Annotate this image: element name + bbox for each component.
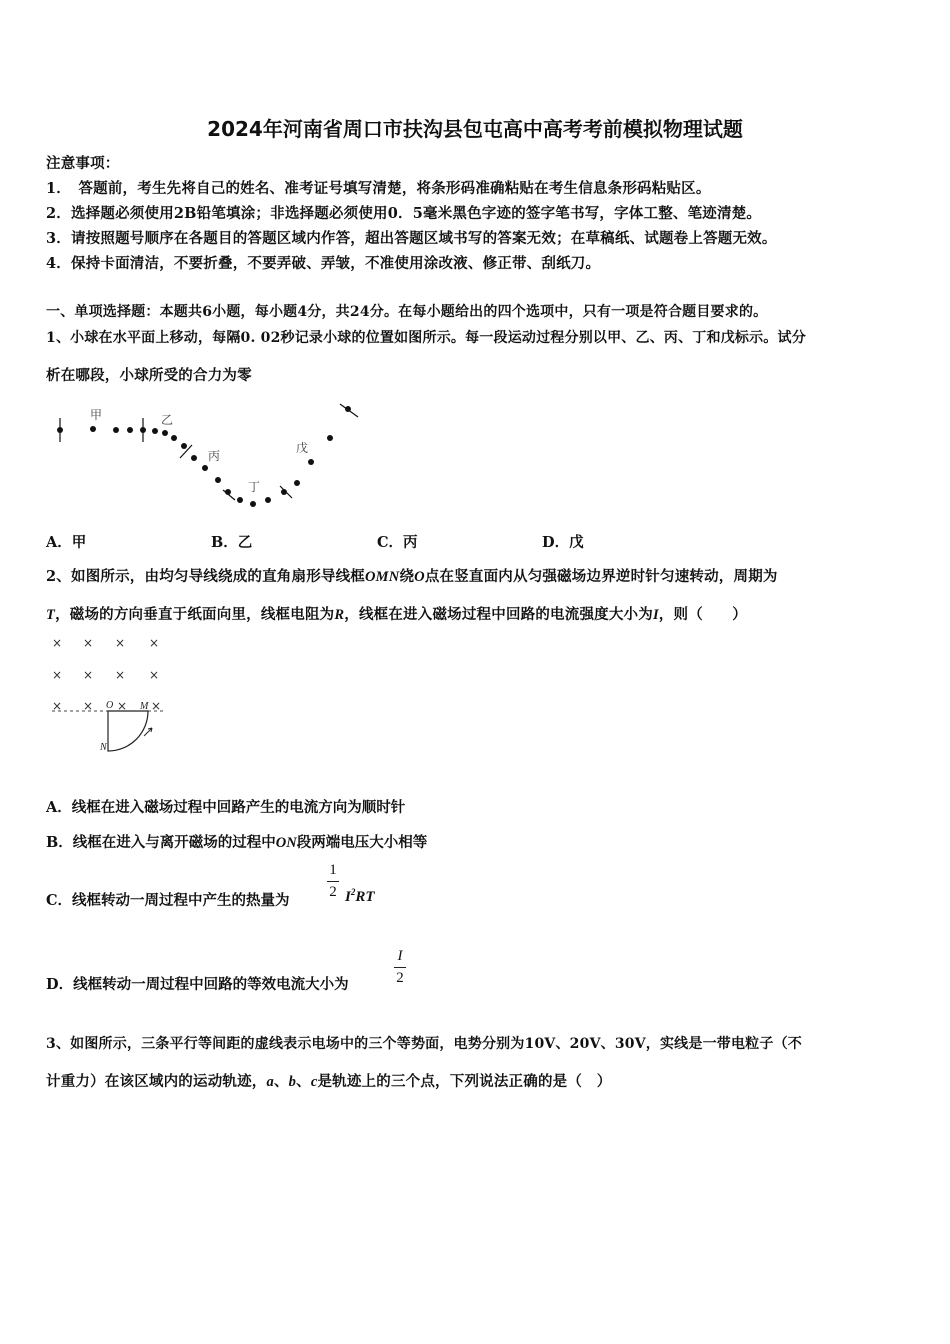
label-wu: 戊 (296, 441, 309, 455)
notice-item-1: 1． 答题前，考生先将自己的姓名、准考证号填写清楚，将条形码准确粘贴在考生信息条形码粘贴区。 (46, 180, 711, 197)
label-O: O (106, 700, 114, 711)
svg-text:×: × (148, 636, 160, 650)
q1-option-c[interactable]: C．丙 (377, 534, 418, 551)
q2-option-d[interactable]: D．线框转动一周过程中回路的等效电流大小为 (46, 976, 349, 993)
label-bing: 丙 (208, 449, 221, 463)
q2-option-a[interactable]: A．线框在进入磁场过程中回路产生的电流方向为顺时针 (46, 799, 406, 816)
label-yi: 乙 (161, 413, 174, 427)
notice-item-2: 2．选择题必须使用2B铅笔填涂；非选择题必须使用0．5毫米黑色字迹的签字笔书写，字体工整、笔迹清楚。 (46, 205, 762, 222)
svg-text:×: × (82, 668, 94, 682)
q1-line2: 析在哪段，小球所受的合力为零 (46, 367, 252, 384)
label-N: N (100, 742, 107, 753)
svg-text:×: × (51, 699, 63, 713)
svg-text:×: × (51, 636, 63, 650)
q3-line2: 计重力）在该区域内的运动轨迹，a、b、c是轨迹上的三个点，下列说法正确的是（ ） (46, 1073, 612, 1090)
q2-option-c[interactable]: C．线框转动一周过程中产生的热量为 (46, 892, 290, 909)
q3-line1: 3、如图所示，三条平行等间距的虚线表示电场中的三个等势面，电势分别为10V、20V、30V，实线是一带电粒子（不 (46, 1036, 802, 1052)
label-jia: 甲 (90, 408, 103, 422)
svg-text:×: × (51, 668, 63, 682)
q1-line1: 1、小球在水平面上移动，每隔0. 02秒记录小球的位置如图所示。每一段运动过程分别以甲、乙、丙、丁和戊标示。试分 (46, 330, 806, 346)
q2-option-b[interactable]: B．线框在进入与离开磁场的过程中ON段两端电压大小相等 (46, 834, 428, 851)
q1-motion-figure (40, 396, 370, 516)
q1-option-d[interactable]: D．戊 (542, 534, 584, 551)
label-M: M (140, 701, 149, 712)
q2-line2: T，磁场的方向垂直于纸面向里，线框电阻为R，线框在进入磁场过程中回路的电流强度大小为I，则（ ） (46, 606, 747, 623)
q2-option-c-formula: $I^2RT$ (345, 887, 375, 905)
notice-heading: 注意事项： (46, 155, 120, 172)
q2-option-c-fraction: 1 2 (327, 862, 339, 901)
svg-text:×: × (148, 668, 160, 682)
notice-item-4: 4．保持卡面清洁，不要折叠，不要弄破、弄皱，不准使用涂改液、修正带、刮纸刀。 (46, 255, 601, 272)
q2-magnetic-field-figure (44, 632, 174, 757)
svg-text:×: × (150, 699, 162, 713)
section-heading: 一、单项选择题：本题共6小题，每小题4分，共24分。在每小题给出的四个选项中，只有一项是符合题目要求的。 (46, 304, 768, 320)
q2-line1: 2、如图所示，由均匀导线绕成的直角扇形导线框OMN绕O点在竖直面内从匀强磁场边界逆时针匀速转动，周期为 (46, 568, 778, 585)
label-ding: 丁 (248, 480, 261, 494)
svg-text:×: × (82, 699, 94, 713)
q1-option-a[interactable]: A．甲 (46, 534, 87, 551)
svg-text:×: × (114, 668, 126, 682)
notice-item-3: 3．请按照题号顺序在各题目的答题区域内作答，超出答题区域书写的答案无效；在草稿纸、试题卷上答题无效。 (46, 230, 777, 247)
svg-text:×: × (116, 699, 128, 713)
q1-option-b[interactable]: B．乙 (211, 534, 253, 551)
svg-text:×: × (114, 636, 126, 650)
q2-option-d-fraction: I 2 (394, 948, 406, 987)
page-title: 2024年河南省周口市扶沟县包屯高中高考考前模拟物理试题 (207, 117, 743, 141)
svg-text:×: × (82, 636, 94, 650)
